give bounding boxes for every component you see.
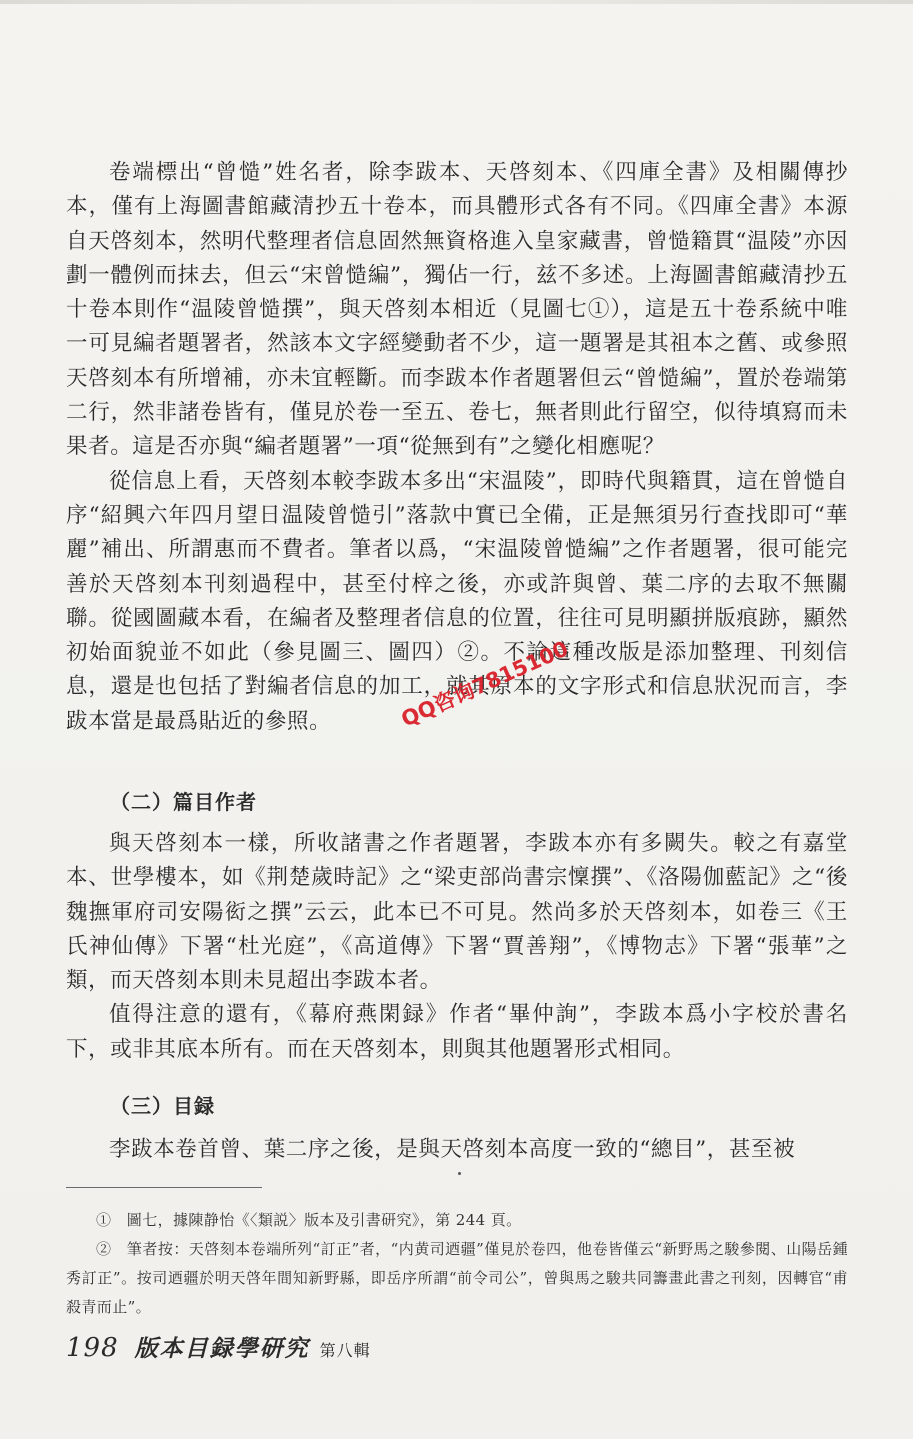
footnote-1: ① 圖七，據陳静怡《〈類説〉版本及引書研究》，第 244 頁。 [96, 1211, 522, 1229]
paragraph-2: 從信息上看，天啓刻本較李跋本多出“宋温陵”，即時代與籍貫，這在曾慥自序“紹興六年四月望日温陵曾慥引”落款中實已全備，正是無須另行查找即可“華麗”補出、所謂惠而不費者。筆者以爲，“宋温陵曾慥編”之作者題署，很可能完善於天啓刻本刊刻過程中，甚至付梓之後，亦或許與曾、葉二序的去取不無關聯。從國圖藏本看，在編者及整理者信息的位置，往往可見明顯拼版痕跡，顯然初始面貌並不如此（參見圖三、圖四）②。不論這種改版是添加整理、刊刻信息，還是也包括了對編者信息的加工，就其原本的文字形式和信息狀況而言，李跋本當是最爲貼近的參照。 [66, 468, 848, 734]
paragraph-3: 與天啓刻本一樣，所收諸書之作者題署，李跋本亦有多闕失。較之有嘉堂本、世學樓本，如《荆楚歲時記》之“梁吏部尚書宗懍撰”、《洛陽伽藍記》之“後魏撫軍府司安陽衒之撰”云云，此本已不可見。然尚多於天啓刻本，如卷三《王氏神仙傳》下署“杜光庭”，《高道傳》下署“賈善翔”，《博物志》下署“張華”之類，而天啓刻本則未見超出李跋本者。 [66, 831, 848, 994]
footnote-2: ② 筆者按：天啓刻本卷端所列“訂正”者，“内黄司迺疆”僅見於卷四，他卷皆僅云“新野馬之駿參閱、山陽岳鍾秀訂正”。按司迺疆於明天啓年間知新野縣，即岳序所謂“前令司公”，曾與馬之駿共同籌畫此書之刊刻，因轉官“甫殺青而止”。 [66, 1240, 848, 1316]
journal-title: 版本目録學研究 [134, 1335, 310, 1362]
issue-label: 第八輯 [319, 1341, 371, 1360]
page-number: 198 [66, 1333, 119, 1363]
watermark-text: QQ咨询7815100 [397, 636, 572, 732]
paragraph-5: 李跋本卷首曾、葉二序之後，是與天啓刻本高度一致的“總目”，甚至被 [109, 1137, 796, 1162]
dot-mark [458, 1172, 461, 1175]
heading-section-three: （三）目録 [110, 1094, 215, 1118]
section-one-body [66, 156, 848, 739]
paragraph-1: 卷端標出“曾慥”姓名者，除李跋本、天啓刻本、《四庫全書》及相關傳抄本，僅有上海圖書館藏清抄五十卷本，而具體形式各有不同。《四庫全書》本源自天啓刻本，然明代整理者信息固然無資格進入皇家藏書，曾慥籍貫“温陵”亦因劃一體例而抹去，但云“宋曾慥編”，獨佔一行，兹不多述。上海圖書館藏清抄五十卷本則作“温陵曾慥撰”，與天啓刻本相近（見圖七①），這是五十卷系統中唯一可見編者題署者，然該本文字經變動者不少，這一題署是其祖本之舊、或參照天啓刻本有所增補，亦未宜輕斷。而李跋本作者題署但云“曾慥編”，置於卷端第二行，然非諸卷皆有，僅見於卷一至五、卷七，無者則此行留空，似待填寫而未果者。這是否亦與“編者題署”一項“從無到有”之變化相應呢？ [66, 160, 848, 460]
section-two-body [66, 827, 848, 1067]
scan-edge [0, 0, 913, 4]
section-three-body [66, 1133, 848, 1167]
heading-section-two: （二）篇目作者 [110, 790, 257, 814]
page-footer [66, 1330, 371, 1370]
footnote-divider [66, 1187, 262, 1188]
footnotes [66, 1206, 848, 1322]
paragraph-4: 值得注意的還有，《幕府燕閑録》作者“畢仲詢”，李跋本爲小字校於書名下，或非其底本所有。而在天啓刻本，則與其他題署形式相同。 [66, 1002, 848, 1062]
